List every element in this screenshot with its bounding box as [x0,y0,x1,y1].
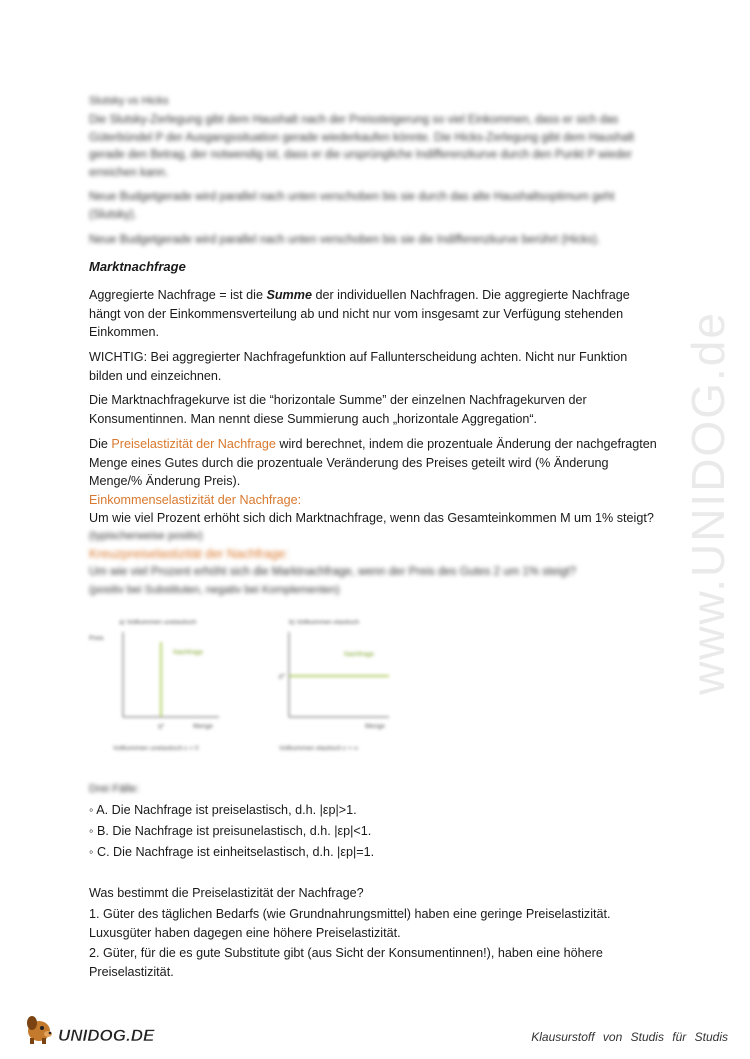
cross-elasticity-text: Um wie viel Prozent erhöht sich die Marktnachfrage, wenn der Preis des Gutes 2 um 1% steigt? [89,566,577,578]
case-a: ◦ A. Die Nachfrage ist preiselastisch, d.h. |εp|>1. [89,800,374,821]
horizontal-sum-paragraph: Die Marktnachfragekurve ist die “horizontale Summe” der einzelnen Nachfragekurven der Konsumentinnen. Man nennt diese Summierung auch „horizontale Aggregation“. [89,393,587,426]
chart-right-curve-label: Nachfrage [344,651,374,658]
section-heading: Marktnachfrage [89,259,186,274]
chart-left-caption: Vollkommen unelastisch ε = 0 [113,745,199,752]
blurred-paragraph-1: Die Slutsky-Zerlegung gibt dem Haushalt nach der Preissteigerung so viel Einkommen, dass er sich das Güterbündel P der Ausgangssituation gerade wiederkaufen könnte. Die Hicks-Zerlegung gibt dem Haushalt gerade den Betrag, der notwendig ist, dass er die ursprüngliche Indifferenzkurve durch den Punkt P wieder erreichen kann. [89,114,635,179]
watermark-text: www.UNIDOG.de [682,311,735,695]
price-elasticity-paragraph: Die Preiselastizität der Nachfrage wird berechnet, indem die prozentuale Änderung der nachgefragten Menge eines Gutes durch die prozentuale Veränderung des Preises geteilt wird (% Änderung Menge/% Änderung Preis). [89,437,657,488]
blurred-title: Slutsky vs Hicks [89,95,169,107]
unidog-logo [22,1011,182,1047]
logo-text: UNIDOG.DE [58,1026,155,1045]
chart-right-title: b) Vollkommen elastisch [289,619,360,626]
chart-left-curve-label: Nachfrage [173,649,203,656]
chart-right-caption: Vollkommen elastisch ε = ∞ [279,745,359,752]
case-c: ◦ C. Die Nachfrage ist einheitselastisch, d.h. |εp|=1. [89,842,374,863]
determinant-1: 1. Güter des täglichen Bedarfs (wie Grundnahrungsmittel) haben eine geringe Preiselastizität. Luxusgüter haben dagegen eine höhere Preiselastizität. [89,907,611,940]
elasticity-charts [89,612,409,762]
chart-left-q-label: q* [158,723,165,730]
footer-tagline: Klausurstoff von Studis für Studis [531,1030,728,1044]
cases-list [89,800,374,863]
aggregated-demand-paragraph: Aggregierte Nachfrage = ist die Summe der individuellen Nachfragen. Die aggregierte Nachfrage hängt von der Einkommensverteilung ab und nicht nur vom insgesamt zur Verfügung stehenden Einkommen. [89,288,630,339]
cases-intro: Drei Fälle: [89,783,140,795]
case-b: ◦ B. Die Nachfrage ist preisunelastisch, d.h. |εp|<1. [89,821,374,842]
chart-left-y-label: Preis [89,635,104,642]
income-elasticity-note: (typischerweise positiv) [89,530,203,542]
chart-left-title: a) Vollkommen unelastisch [119,619,197,626]
determinant-2: 2. Güter, für die es gute Substitute gibt (aus Sicht der Konsumentinnen!), haben eine höhere Preiselastizität. [89,946,603,979]
bold-sum: Summe [266,288,312,302]
chart-left [89,619,219,752]
dog-icon [22,1011,182,1047]
income-elasticity-label: Einkommenselastizität der Nachfrage: [89,493,302,507]
blurred-paragraph-2: Neue Budgetgerade wird parallel nach unten verschoben bis sie durch das alte Haushaltsoptimum geht (Slutsky). [89,191,615,221]
income-elasticity-text: Um wie viel Prozent erhöht sich dich Marktnachfrage, wenn das Gesamteinkommen M um 1% steigt? [89,511,654,525]
watermark [678,268,738,738]
determinants-question: Was bestimmt die Preiselastizität der Nachfrage? [89,886,364,900]
price-elasticity-term: Preiselastizität der Nachfrage [111,437,276,451]
cross-elasticity-label: Kreuzpreiselastizität der Nachfrage: [89,547,289,561]
blurred-paragraph-3: Neue Budgetgerade wird parallel nach unten verschoben bis sie die Indifferenzkurve berührt (Hicks). [89,234,601,246]
cross-elasticity-note: (positiv bei Substituten, negativ bei Komplementen) [89,584,340,596]
chart-right [279,619,389,752]
chart-right-p-label: p* [279,673,286,680]
chart-left-x-label: Menge [193,723,213,730]
important-note: WICHTIG: Bei aggregierter Nachfragefunktion auf Fallunterscheidung achten. Nicht nur Funktion bilden und einzeichnen. [89,350,628,383]
chart-right-x-label: Menge [365,723,385,730]
